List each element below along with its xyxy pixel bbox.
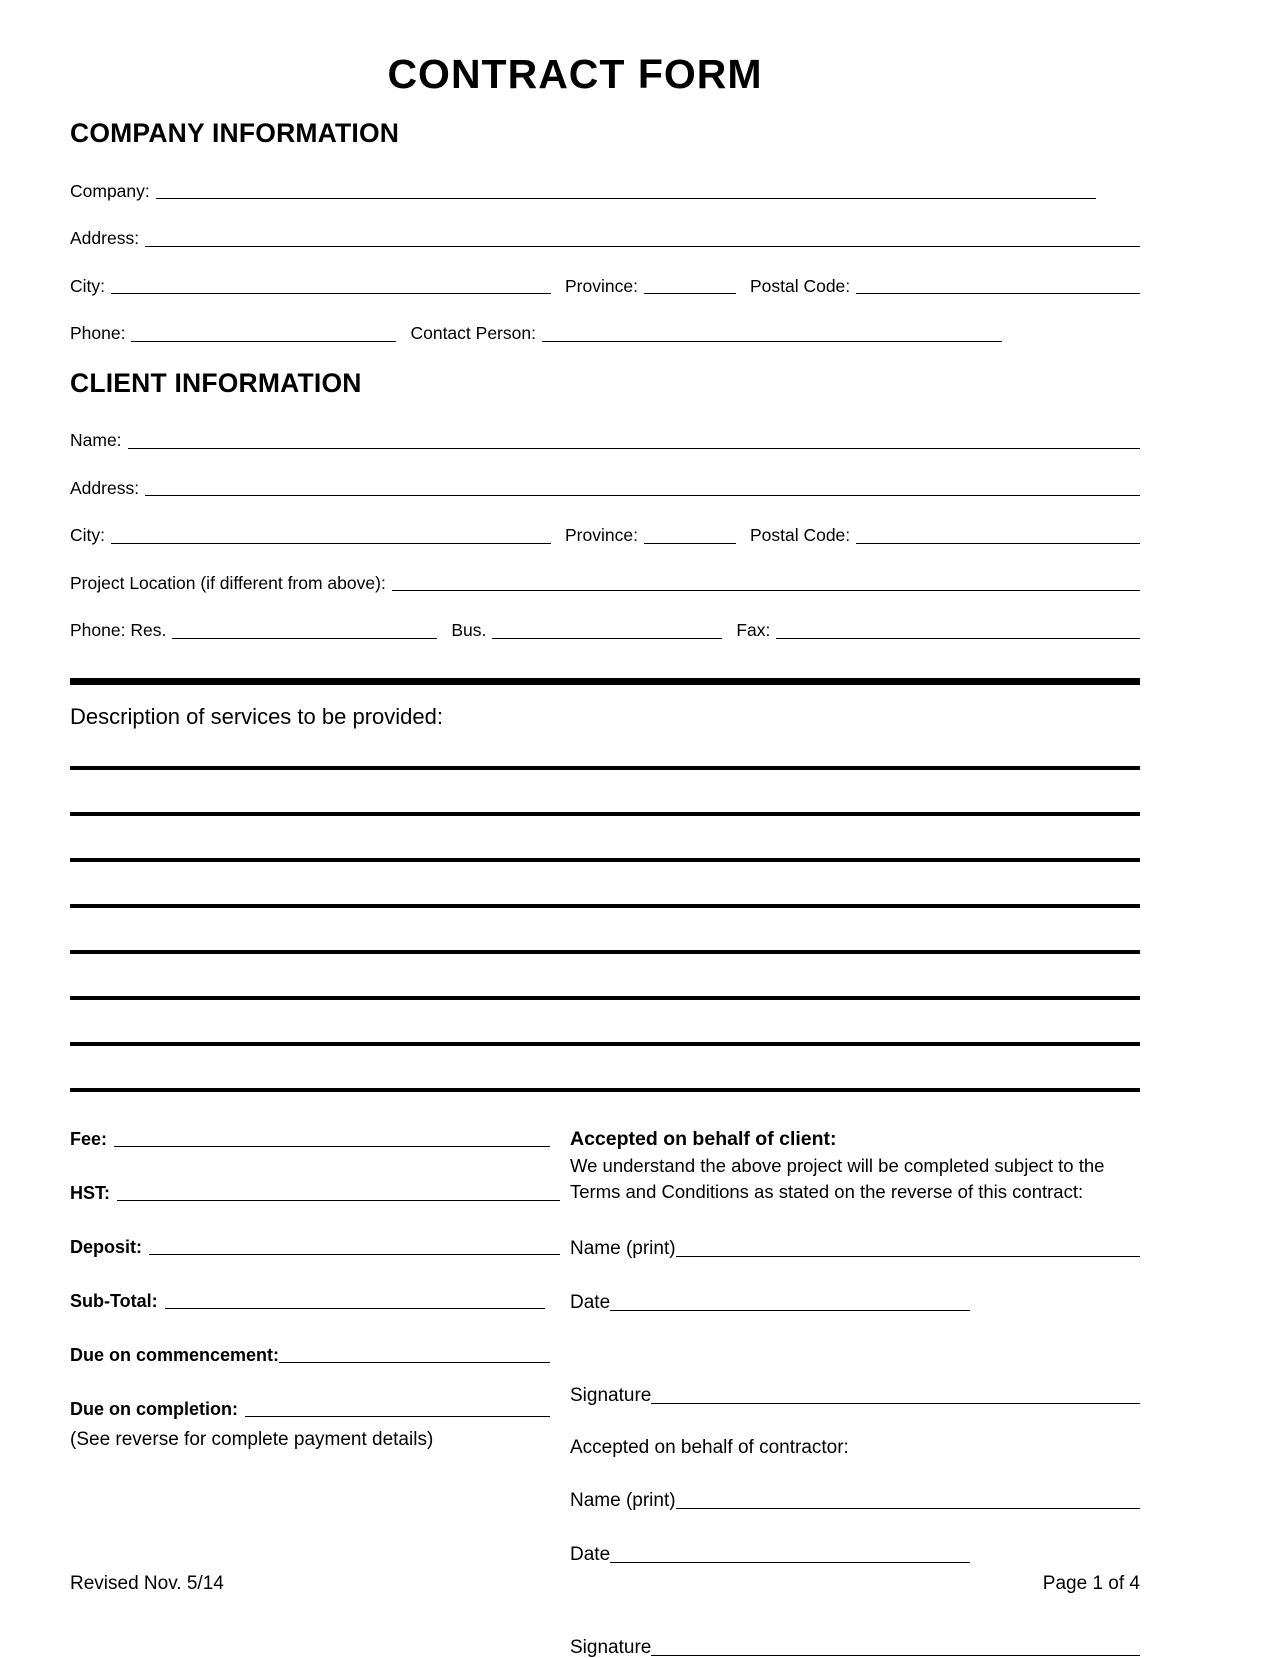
- client-fax-input-line[interactable]: [776, 638, 1140, 639]
- client-statement-line-2: Terms and Conditions as stated on the reverse of this contract:: [570, 1181, 1084, 1203]
- deposit-row: [70, 1238, 570, 1257]
- contractor-date-row: [570, 1545, 1140, 1565]
- description-line[interactable]: [70, 1088, 1140, 1092]
- hst-row: [70, 1184, 570, 1203]
- due-on-commencement-label: Due on commencement:: [70, 1344, 280, 1365]
- client-city-label: City:: [70, 525, 105, 545]
- client-phone-res-label: Phone: Res.: [70, 620, 167, 640]
- client-city-input-line[interactable]: [111, 543, 551, 544]
- hst-input-line[interactable]: [117, 1200, 560, 1201]
- project-location-input-line[interactable]: [392, 590, 1140, 591]
- page-footer: [70, 1574, 1140, 1593]
- company-city-label: City:: [70, 275, 105, 296]
- company-name-row: [70, 180, 1140, 202]
- accepted-client-heading: Accepted on behalf of client:: [570, 1127, 837, 1150]
- client-name-print-label: Name (print): [570, 1237, 676, 1259]
- company-city-input-line[interactable]: [111, 293, 551, 294]
- deposit-label: Deposit:: [70, 1236, 142, 1257]
- page-title: CONTRACT FORM: [387, 51, 763, 97]
- company-address-label: Address:: [70, 228, 140, 248]
- client-province-label: Province:: [565, 525, 638, 545]
- contractor-name-print-row: [570, 1491, 1140, 1511]
- company-input-line[interactable]: [156, 198, 1096, 199]
- company-postal-code-label: Postal Code:: [749, 275, 851, 296]
- contractor-name-print-label: Name (print): [570, 1489, 676, 1511]
- page-number: Page 1 of 4: [1042, 1573, 1140, 1594]
- deposit-input-line[interactable]: [149, 1254, 560, 1255]
- client-fax-label: Fax:: [736, 620, 771, 640]
- company-province-label: Province:: [565, 275, 638, 296]
- description-line[interactable]: [70, 812, 1140, 816]
- fee-row: [70, 1130, 570, 1149]
- description-line[interactable]: [70, 996, 1140, 1000]
- client-city-row: [70, 527, 1140, 546]
- contractor-signature-label: Signature: [570, 1636, 652, 1658]
- contractor-date-label: Date: [570, 1543, 611, 1565]
- payment-details-note: (See reverse for complete payment details): [70, 1428, 434, 1450]
- client-date-row: [570, 1293, 1140, 1313]
- client-bus-label: Bus.: [451, 620, 487, 640]
- hst-label: HST:: [70, 1182, 110, 1203]
- client-address-label: Address:: [70, 477, 140, 498]
- fee-input-line[interactable]: [114, 1146, 550, 1147]
- company-contact-person-label: Contact Person:: [410, 323, 536, 343]
- client-name-row: [70, 432, 1140, 451]
- client-address-input-line[interactable]: [145, 495, 1140, 496]
- fee-label: Fee:: [70, 1128, 108, 1149]
- section-divider: [70, 678, 1140, 685]
- client-postal-code-label: Postal Code:: [749, 525, 851, 545]
- client-signature-input-line[interactable]: [651, 1403, 1140, 1404]
- client-signature-row: [570, 1386, 1140, 1406]
- client-date-input-line[interactable]: [610, 1310, 970, 1311]
- description-line[interactable]: [70, 858, 1140, 862]
- form-sheet: [70, 0, 1140, 1658]
- sub-total-label: Sub-Total:: [70, 1290, 158, 1311]
- description-line[interactable]: [70, 950, 1140, 954]
- client-name-label: Name:: [70, 430, 122, 450]
- due-on-completion-label: Due on completion:: [70, 1398, 238, 1419]
- client-postal-code-input-line[interactable]: [856, 543, 1140, 544]
- client-information-heading: CLIENT INFORMATION: [70, 367, 362, 398]
- company-postal-code-input-line[interactable]: [856, 293, 1140, 294]
- project-location-label: Project Location (if different from above):: [70, 572, 386, 593]
- client-phone-row: [70, 622, 1140, 641]
- description-line[interactable]: [70, 904, 1140, 908]
- company-information-heading: COMPANY INFORMATION: [70, 118, 400, 148]
- contractor-date-input-line[interactable]: [610, 1562, 970, 1563]
- due-on-completion-row: [70, 1400, 570, 1419]
- sub-total-row: [70, 1292, 570, 1311]
- accepted-contractor-heading: Accepted on behalf of contractor:: [570, 1436, 849, 1458]
- company-phone-label: Phone:: [70, 323, 126, 343]
- contractor-signature-row: [570, 1638, 1140, 1658]
- company-phone-row: [70, 325, 1140, 344]
- due-on-commencement-input-line[interactable]: [279, 1362, 550, 1363]
- company-label: Company:: [70, 180, 150, 201]
- client-date-label: Date: [570, 1291, 611, 1313]
- company-phone-input-line[interactable]: [131, 341, 396, 342]
- contractor-name-print-input-line[interactable]: [676, 1508, 1140, 1509]
- client-name-input-line[interactable]: [128, 448, 1140, 449]
- company-contact-person-input-line[interactable]: [542, 341, 1002, 342]
- client-address-row: [70, 477, 1140, 499]
- sub-total-input-line[interactable]: [165, 1308, 545, 1309]
- client-name-print-input-line[interactable]: [676, 1256, 1140, 1257]
- project-location-row: [70, 572, 1140, 594]
- description-label: Description of services to be provided:: [70, 703, 443, 729]
- company-province-input-line[interactable]: [644, 293, 736, 294]
- client-signature-label: Signature: [570, 1384, 652, 1406]
- company-address-input-line[interactable]: [145, 246, 1140, 247]
- revision-date: Revised Nov. 5/14: [70, 1573, 224, 1594]
- client-name-print-row: [570, 1239, 1140, 1259]
- company-address-row: [70, 230, 1140, 249]
- client-phone-res-input-line[interactable]: [172, 638, 437, 639]
- client-statement-line-1: We understand the above project will be completed subject to the: [570, 1155, 1105, 1176]
- client-province-input-line[interactable]: [644, 543, 736, 544]
- client-bus-input-line[interactable]: [492, 638, 722, 639]
- due-on-completion-input-line[interactable]: [245, 1416, 550, 1417]
- contractor-signature-input-line[interactable]: [651, 1655, 1140, 1656]
- description-line[interactable]: [70, 1042, 1140, 1046]
- company-city-row: [70, 275, 1140, 297]
- due-on-commencement-row: [70, 1346, 570, 1365]
- description-line[interactable]: [70, 766, 1140, 770]
